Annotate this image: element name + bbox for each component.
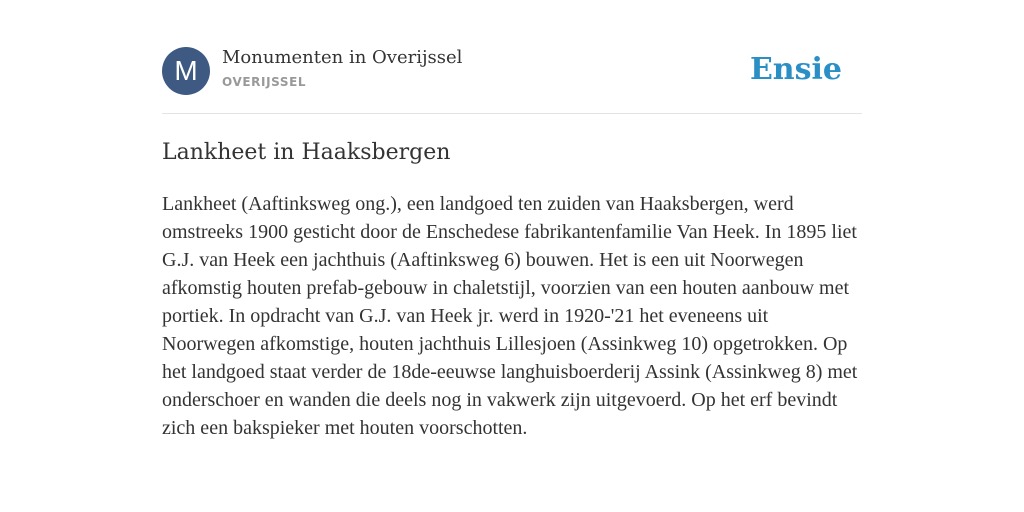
- article-body: Lankheet (Aaftinksweg ong.), een landgoed ten zuiden van Haaksbergen, werd omstreeks 1900 gesticht door de Enschedese fabrikantenfamilie Van Heek. In 1895 liet G.J. van Heek een jachthuis (Aaftinksweg 6) bouwen. Het is een uit Noorwegen afkomstig houten prefab-gebouw in chaletstijl, voorzien van een houten aanbouw met portiek. In opdracht van G.J. van Heek jr. werd in 1920-'21 het eveneens uit Noorwegen afkomstige, houten jachthuis Lillesjoen (Assinkweg 10) opgetrokken. Op het landgoed staat verder de 18de-eeuwse langhuisboerderij Assink (Assinkweg 8) met onderschoer en wanden die deels nog in vakwerk zijn uitgevoerd. Op het erf bevindt zich een bakspieker met houten voorschotten.: [162, 193, 858, 439]
- brand-logo[interactable]: Ensie: [749, 52, 842, 87]
- source-title-link[interactable]: Monumenten in Overijssel: [222, 47, 463, 68]
- source-header: [162, 46, 862, 96]
- header-divider: [162, 113, 862, 114]
- article-title: Lankheet in Haaksbergen: [162, 140, 451, 165]
- source-avatar[interactable]: M: [162, 47, 210, 95]
- source-category-link[interactable]: OVERIJSSEL: [222, 75, 307, 89]
